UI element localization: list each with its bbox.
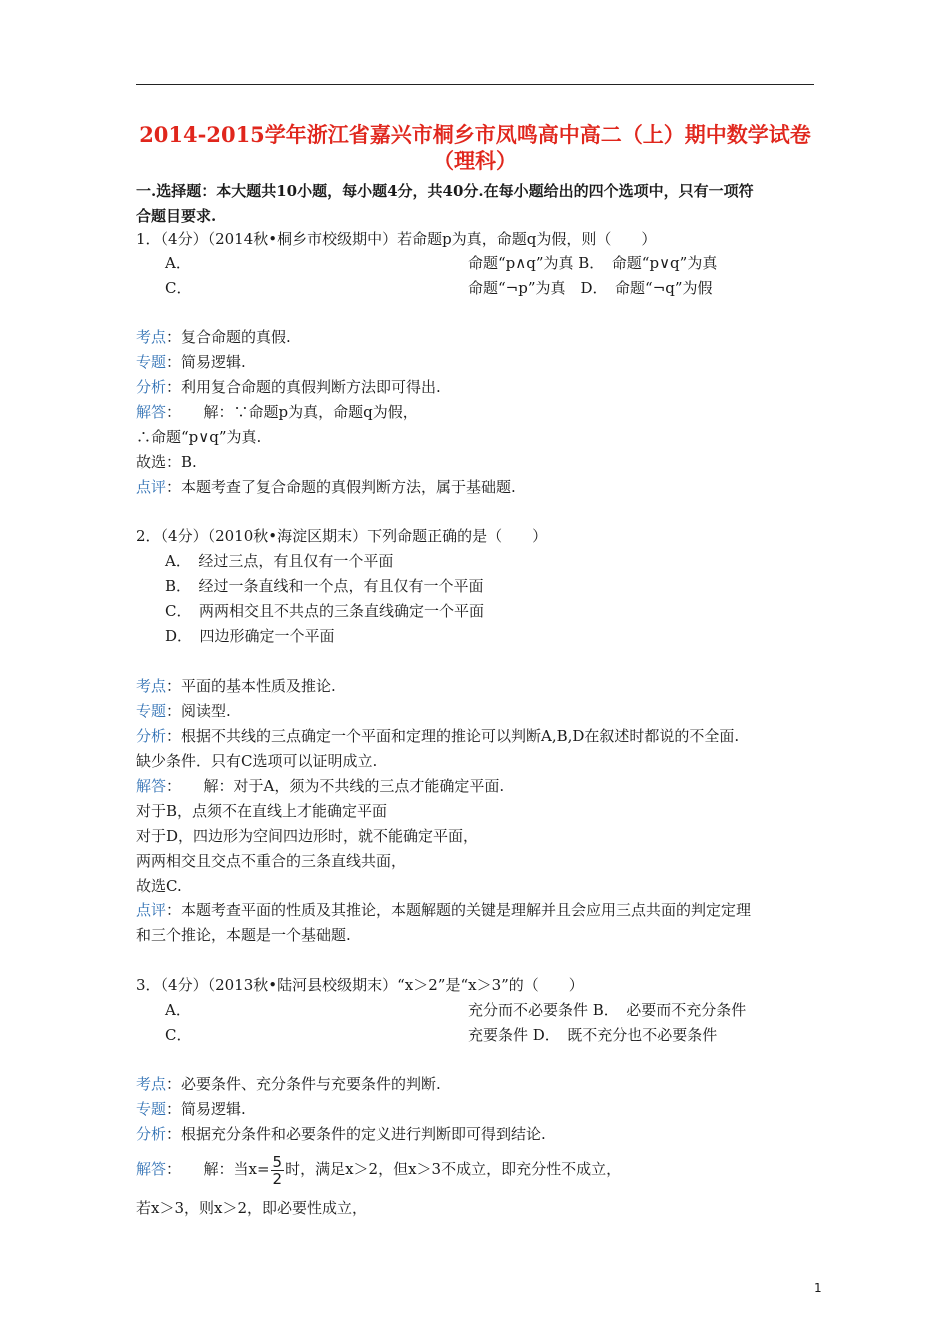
header-rule [136,84,814,85]
q3-jieda [136,1150,621,1188]
q2-zhuanti-text: ：阅读型. [166,702,231,720]
dianping-label: 点评 [136,901,167,919]
zhuanti-label: 专题 [136,702,167,720]
q1-fenxi-text: ：利用复合命题的真假判断方法即可得出. [166,378,441,396]
q1-dianping-text: ：本题考查了复合命题的真假判断方法，属于基础题. [166,478,516,496]
fenxi-label: 分析 [136,378,167,396]
fraction-denominator: 2 [272,1169,283,1188]
section-heading: 一.选择题：本大题共10小题，每小题4分，共40分.在每小题给出的四个选项中，只有一项符 [136,182,754,200]
q1-zhuanti [136,352,246,372]
q1-solution-line-2: ∴命题“p∨q”为真. [136,428,262,446]
q3-fenxi-text: ：根据充分条件和必要条件的定义进行判断即可得到结论. [166,1125,546,1143]
kaodian-label: 考点 [136,1075,167,1093]
q2-solution-line-3: 对于D，四边形为空间四边形时，就不能确定平面， [136,827,479,845]
q1-option-c-letter: C． [165,279,192,297]
q2-option-b: B． 经过一条直线和一个点，有且仅有一个平面 [165,577,484,595]
page-number: 1 [814,1281,822,1295]
q1-kaodian-text: ：复合命题的真假. [166,328,291,346]
q3-solution-line-2: 若x＞3，则x＞2，即必要性成立， [136,1199,368,1217]
q1-solution-line-3: 故选：B. [136,453,197,471]
jieda-label: 解答 [136,777,167,795]
q3-option-c-letter: C． [165,1026,192,1044]
fraction-five-halves [271,1154,285,1187]
jieda-label: 解答 [136,1160,167,1178]
exam-title: 2014-2015学年浙江省嘉兴市桐乡市凤鸣高中高二（上）期中数学试卷 [139,122,811,147]
q2-kaodian-text: ：平面的基本性质及推论. [166,677,336,695]
q3-jieda-text: ： 解：当x= [166,1160,270,1178]
q2-jieda [136,776,504,796]
dianping-label: 点评 [136,478,167,496]
jieda-label: 解答 [136,403,167,421]
q3-jieda-text-cont: 时，满足x＞2，但x＞3不成立，即充分性不成立， [285,1160,622,1178]
q2-fenxi [136,726,739,746]
question-2-stem: 2．（4分）（2010秋•海淀区期末）下列命题正确的是（ ） [136,527,548,545]
q2-solution-line-4: 两两相交且交点不重合的三条直线共面， [136,852,407,870]
q1-kaodian [136,327,291,347]
fraction-numerator: 5 [272,1152,283,1171]
q3-options-cd: 充要条件 D． 既不充分也不必要条件 [468,1026,718,1044]
zhuanti-label: 专题 [136,353,167,371]
q1-options-ab: 命题“p∧q”为真 B． 命题“p∨q”为真 [468,254,718,272]
question-3-stem: 3．（4分）（2013秋•陆河县校级期末）“x＞2”是“x＞3”的（ ） [136,976,584,994]
q2-dianping-line-2: 和三个推论，本题是一个基础题. [136,926,351,944]
q3-zhuanti [136,1099,246,1119]
q2-solution-line-2: 对于B，点须不在直线上才能确定平面 [136,802,388,820]
question-1-stem: 1．（4分）（2014秋•桐乡市校级期中）若命题p为真，命题q为假，则（ ） [136,230,657,248]
q3-option-a-letter: A． [165,1001,191,1019]
q2-fenxi-text: ：根据不共线的三点确定一个平面和定理的推论可以判断A,B,D在叙述时都说的不全面. [166,727,740,745]
q2-option-d: D． 四边形确定一个平面 [165,627,335,645]
q1-fenxi [136,377,441,397]
section-heading-cont: 合题目要求. [136,207,217,225]
q2-option-c: C． 两两相交且不共点的三条直线确定一个平面 [165,602,484,620]
q2-jieda-text: ： 解：对于A，须为不共线的三点才能确定平面. [166,777,505,795]
fenxi-label: 分析 [136,727,167,745]
zhuanti-label: 专题 [136,1100,167,1118]
q1-dianping [136,477,516,497]
exam-subtitle: （理科） [433,148,517,173]
q2-dianping-text: ：本题考查平面的性质及其推论，本题解题的关键是理解并且会应用三点共面的判定定理 [166,901,752,919]
q3-fenxi [136,1124,546,1144]
q2-dianping [136,900,751,920]
q3-kaodian-text: ：必要条件、充分条件与充要条件的判断. [166,1075,441,1093]
q1-jieda-text: ： 解：∵命题p为真，命题q为假， [166,403,418,421]
fenxi-label: 分析 [136,1125,167,1143]
q2-kaodian [136,676,336,696]
q2-zhuanti [136,701,231,721]
q2-fenxi-line-2: 缺少条件．只有C选项可以证明成立. [136,752,378,770]
kaodian-label: 考点 [136,328,167,346]
q1-options-cd: 命题“¬p”为真 D． 命题“¬q”为假 [468,279,713,297]
q2-solution-line-5: 故选C. [136,877,182,895]
q1-jieda [136,402,418,422]
q1-option-a-letter: A． [165,254,191,272]
q3-kaodian [136,1074,441,1094]
q1-zhuanti-text: ：简易逻辑. [166,353,246,371]
q3-zhuanti-text: ：简易逻辑. [166,1100,246,1118]
q3-options-ab: 充分而不必要条件 B． 必要而不充分条件 [468,1001,747,1019]
q2-option-a: A． 经过三点，有且仅有一个平面 [165,552,394,570]
kaodian-label: 考点 [136,677,167,695]
